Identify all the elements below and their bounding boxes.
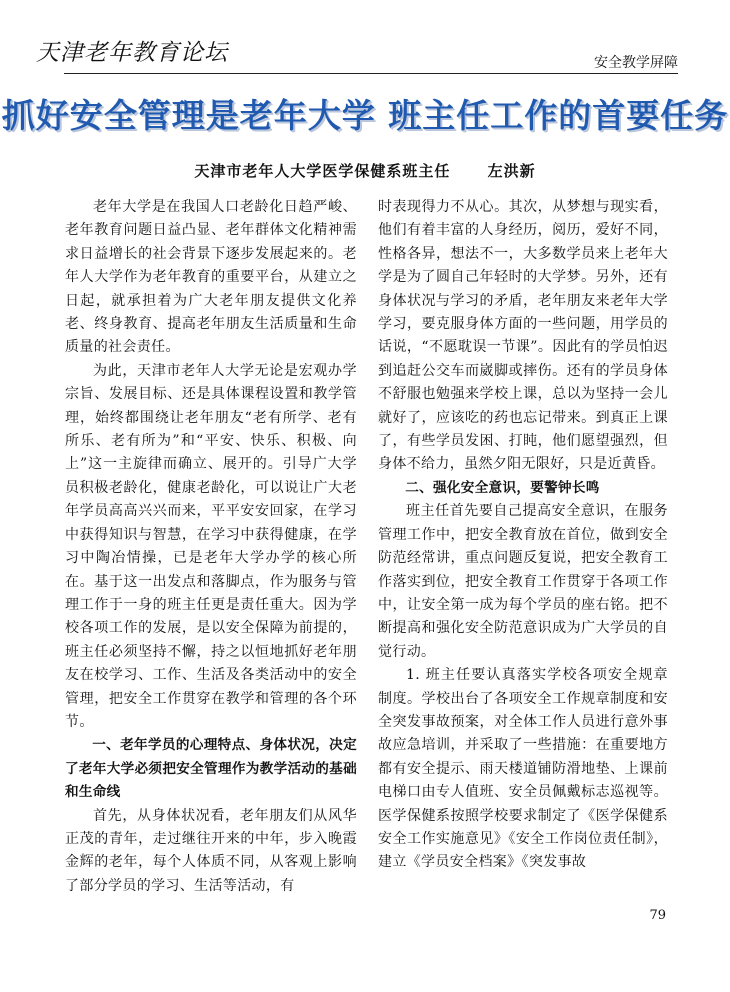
page-number: 79 (649, 908, 666, 923)
paragraph: 时表现得力不从心。其次，从梦想与现实看，他们有着丰富的人身经历，阅历，爱好不同，性格各异，想法不一，大多数学员来上老年大学是为了圆自己年轻时的大学梦。另外，还有身体状况与学习的矛盾，老年朋友来老年大学学习，要克服身体方面的一些问题，用学员的话说，“不愿耽误一节课”。因此有的学员怕迟到追赶公交车而崴脚或摔伤。还有的学员身体不舒服也勉强来学校上课，总以为坚持一会儿就好了，应该吃的药也忘记带来。到真正上课了，有些学员发困、打盹，他们愿望强烈，但身体不给力，虽然夕阳无限好，只是近黄昏。 (378, 199, 668, 473)
left-column (65, 196, 357, 898)
publication-logo: 天津老年教育论坛 (36, 40, 228, 66)
section-heading: 一、老年学员的心理特点、身体状况，决定了老年大学必须把安全管理作为教学活动的基础和生命线 (65, 737, 357, 801)
article-title: 抓好安全管理是老年大学 班主任工作的首要任务 (1, 96, 729, 135)
paragraph: 老年大学是在我国人口老龄化日趋严峻、老年教育问题日益凸显、老年群体文化精神需求日益增长的社会背景下逐步发展起来的。老年人大学作为老年教育的重要平台，从建立之日起，就承担着为广大老年朋友提供文化养老、终身教育、提高老年朋友生活质量和生命质量的社会责任。 (65, 199, 357, 356)
article-byline: 天津市老年人大学医学保健系班主任 左洪新 (194, 162, 536, 180)
right-column (378, 196, 668, 875)
section-heading: 二、强化安全意识，要警钟长鸣 (405, 479, 600, 496)
section-label: 安全教学屏障 (594, 55, 678, 71)
paragraph: 班主任首先要自己提高安全意识，在服务管理工作中，把安全教育放在首位，做到安全防范经常讲，重点问题反复说，把安全教育工作落实到位，把安全教育工作贯穿于各项工作中，让安全第一成为每个学员的座右铭。把不断提高和强化安全防范意识成为广大学员的自觉行动。 (378, 503, 668, 660)
paragraph: 1. 班主任要认真落实学校各项安全规章制度。学校出台了各项安全工作规章制度和安全突发事故预案，对全体工作人员进行意外事故应急培训，并采取了一些措施：在重要地方都有安全提示、雨天楼道铺防滑地垫、上课前电梯口由专人值班、安全员佩戴标志巡视等。医学保健系按照学校要求制定了《医学保健系安全工作实施意见》《安全工作岗位责任制》，建立《学员安全档案》《突发事故 (378, 667, 668, 871)
paragraph: 首先，从身体状况看，老年朋友们从风华正茂的青年，走过继往开来的中年，步入晚霞金辉的老年，每个人体质不同，从客观上影响了部分学员的学习、生活等活动，有 (65, 807, 357, 894)
header-divider (64, 73, 678, 74)
paragraph: 为此，天津市老年人大学无论是宏观办学宗旨、发展目标、还是具体课程设置和教学管理，始终都围绕让老年朋友“老有所学、老有所乐、老有所为”和“平安、快乐、积极、向上”这一主旋律而确立、展开的。引导广大学员积极老龄化，健康老龄化，可以说让广大老年学员高高兴兴而来，平平安安回家，在学习中获得知识与智慧，在学习中获得健康，在学习中陶冶情操，已是老年大学办学的核心所在。基于这一出发点和落脚点，作为服务与管理工作于一身的班主任更是责任重大。因为学校各项工作的发展，是以安全保障为前提的，班主任必须坚持不懈，持之以恒地抓好老年朋友在校学习、工作、生活及各类活动中的安全管理，把安全工作贯穿在教学和管理的各个环节。 (65, 362, 357, 730)
